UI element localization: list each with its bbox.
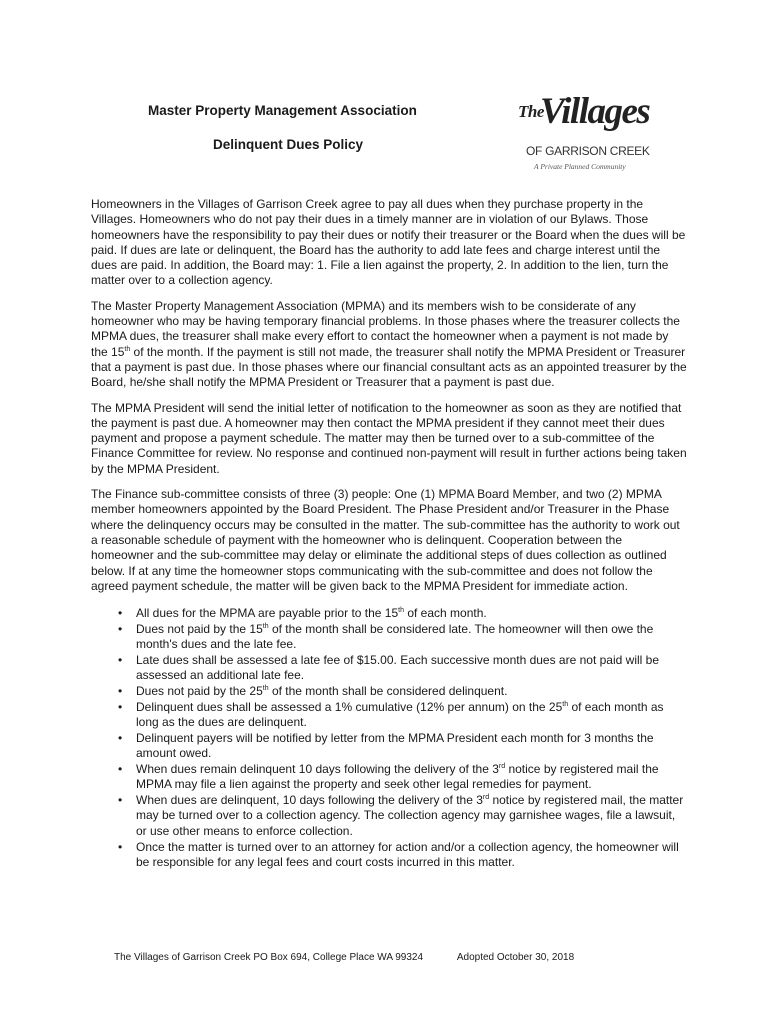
list-item (91, 793, 687, 839)
rule-text: When dues are delinquent, 10 days following the delivery of the 3rd notice by registered mail, the matter may be turned over to a collection agency. The collection agency may garnishee wages, file a lawsuit, or use other means to enforce collection. (136, 793, 684, 838)
rule-text: Delinquent payers will be notified by letter from the MPMA President each month for 3 months the amount owed. (136, 731, 654, 761)
list-item (91, 840, 687, 871)
logo-location: OF GARRISON CREEK (526, 144, 650, 158)
page-footer (114, 952, 574, 963)
rule-text: Late dues shall be assessed a late fee of $15.00. Each successive month dues are not paid will be assessed an additional late fee. (136, 653, 659, 683)
rule-text: All dues for the MPMA are payable prior to the 15th of each month. (136, 606, 487, 621)
bullet-icon: • (118, 606, 123, 621)
policy-body (91, 197, 687, 871)
villages-logo (516, 91, 650, 178)
document-subtitle: Delinquent Dues Policy (213, 137, 364, 152)
list-item (91, 653, 687, 684)
footer-address: The Villages of Garrison Creek PO Box 694, College Place WA 99324 (114, 952, 424, 963)
bullet-icon: • (118, 793, 123, 808)
bullet-icon: • (118, 839, 123, 854)
footer-adopted-date: Adopted October 30, 2018 (456, 952, 575, 963)
bullet-icon: • (118, 621, 123, 636)
logo-villages: Villages (540, 91, 650, 132)
paragraph-intro: Homeowners in the Villages of Garrison Creek agree to pay all dues when they purchase property in the Villages. Homeowners who do not pay their dues in a timely manner are in violation of our Bylaws. Those homeowners have the responsibility to pay their dues or notify their treasurer or the Board when the dues will be paid. If dues are late or delinquent, the Board has the authority to add late fees and charge interest until the dues are paid. In addition, the Board may: 1. File a lien against the property, 2. In addition to the lien, turn the matter over to a collection agency. (91, 197, 686, 288)
document-title: Master Property Management Association (148, 103, 417, 118)
rule-text: Delinquent dues shall be assessed a 1% cumulative (12% per annum) on the 25th of each month as long as the dues are delinquent. (136, 699, 664, 730)
rule-text: Dues not paid by the 15th of the month shall be considered late. The homeowner will then owe the month's dues and the late fee. (136, 621, 654, 652)
list-item (91, 731, 687, 762)
paragraph-mpma: The Master Property Management Association (MPMA) and its members wish to be considerate of any homeowner who may be having temporary financial problems. In those phases where the treasurer collects the MPMA dues, the treasurer shall make every effort to contact the homeowner when a payment is not made by the 15th of the month. If the payment is still not made, the treasurer shall notify the MPMA President or Treasurer that a payment is past due. In those phases where our financial consultant acts as an appointed treasurer by the Board, he/she shall notify the MPMA President or Treasurer that a payment is past due. (91, 298, 687, 390)
paragraph-president: The MPMA President will send the initial letter of notification to the homeowner as soon as they are notified that the payment is past due. A homeowner may then contact the MPMA president if they cannot meet their dues payment and propose a payment schedule. The matter may then be turned over to a sub-committee of the Finance Committee for review. No response and continued non-payment will result in further actions being taken by the MPMA President. (91, 400, 687, 476)
logo-the: The (518, 102, 544, 121)
rule-text: When dues remain delinquent 10 days following the delivery of the 3rd notice by registered mail the MPMA may file a lien against the property and seek other legal remedies for payment. (136, 762, 659, 792)
bullet-icon: • (118, 699, 123, 714)
bullet-icon: • (118, 653, 123, 668)
rules-list (91, 606, 687, 870)
bullet-icon: • (118, 731, 123, 745)
list-item (91, 762, 687, 793)
logo-tagline: A Private Planned Community (534, 162, 626, 171)
bullet-icon: • (118, 762, 123, 777)
list-item (91, 606, 687, 621)
list-item (91, 684, 687, 699)
rule-text: Once the matter is turned over to an attorney for action and/or a collection agency, the homeowner will be responsible for any legal fees and court costs incurred in this matter. (136, 839, 679, 869)
list-item (91, 700, 687, 731)
list-item (91, 622, 687, 653)
paragraph-subcommittee: The Finance sub-committee consists of three (3) people: One (1) MPMA Board Member, and two (2) MPMA member homeowners appointed by the Board President. The Phase President and/or Treasurer in the Phase where the delinquency occurs may be consulted in the matter. The sub-committee has the authority to work out a reasonable schedule of payment with the homeowner who is delinquent. Cooperation between the homeowner and the sub-committee may delay or eliminate the additional steps of dues collection as outlined below. If at any time the homeowner stops communicating with the sub-committee and does not follow the agreed payment schedule, the matter will be given back to the MPMA President for immediate action. (91, 487, 680, 593)
rule-text: Dues not paid by the 25th of the month shall be considered delinquent. (136, 684, 508, 699)
bullet-icon: • (118, 684, 123, 699)
